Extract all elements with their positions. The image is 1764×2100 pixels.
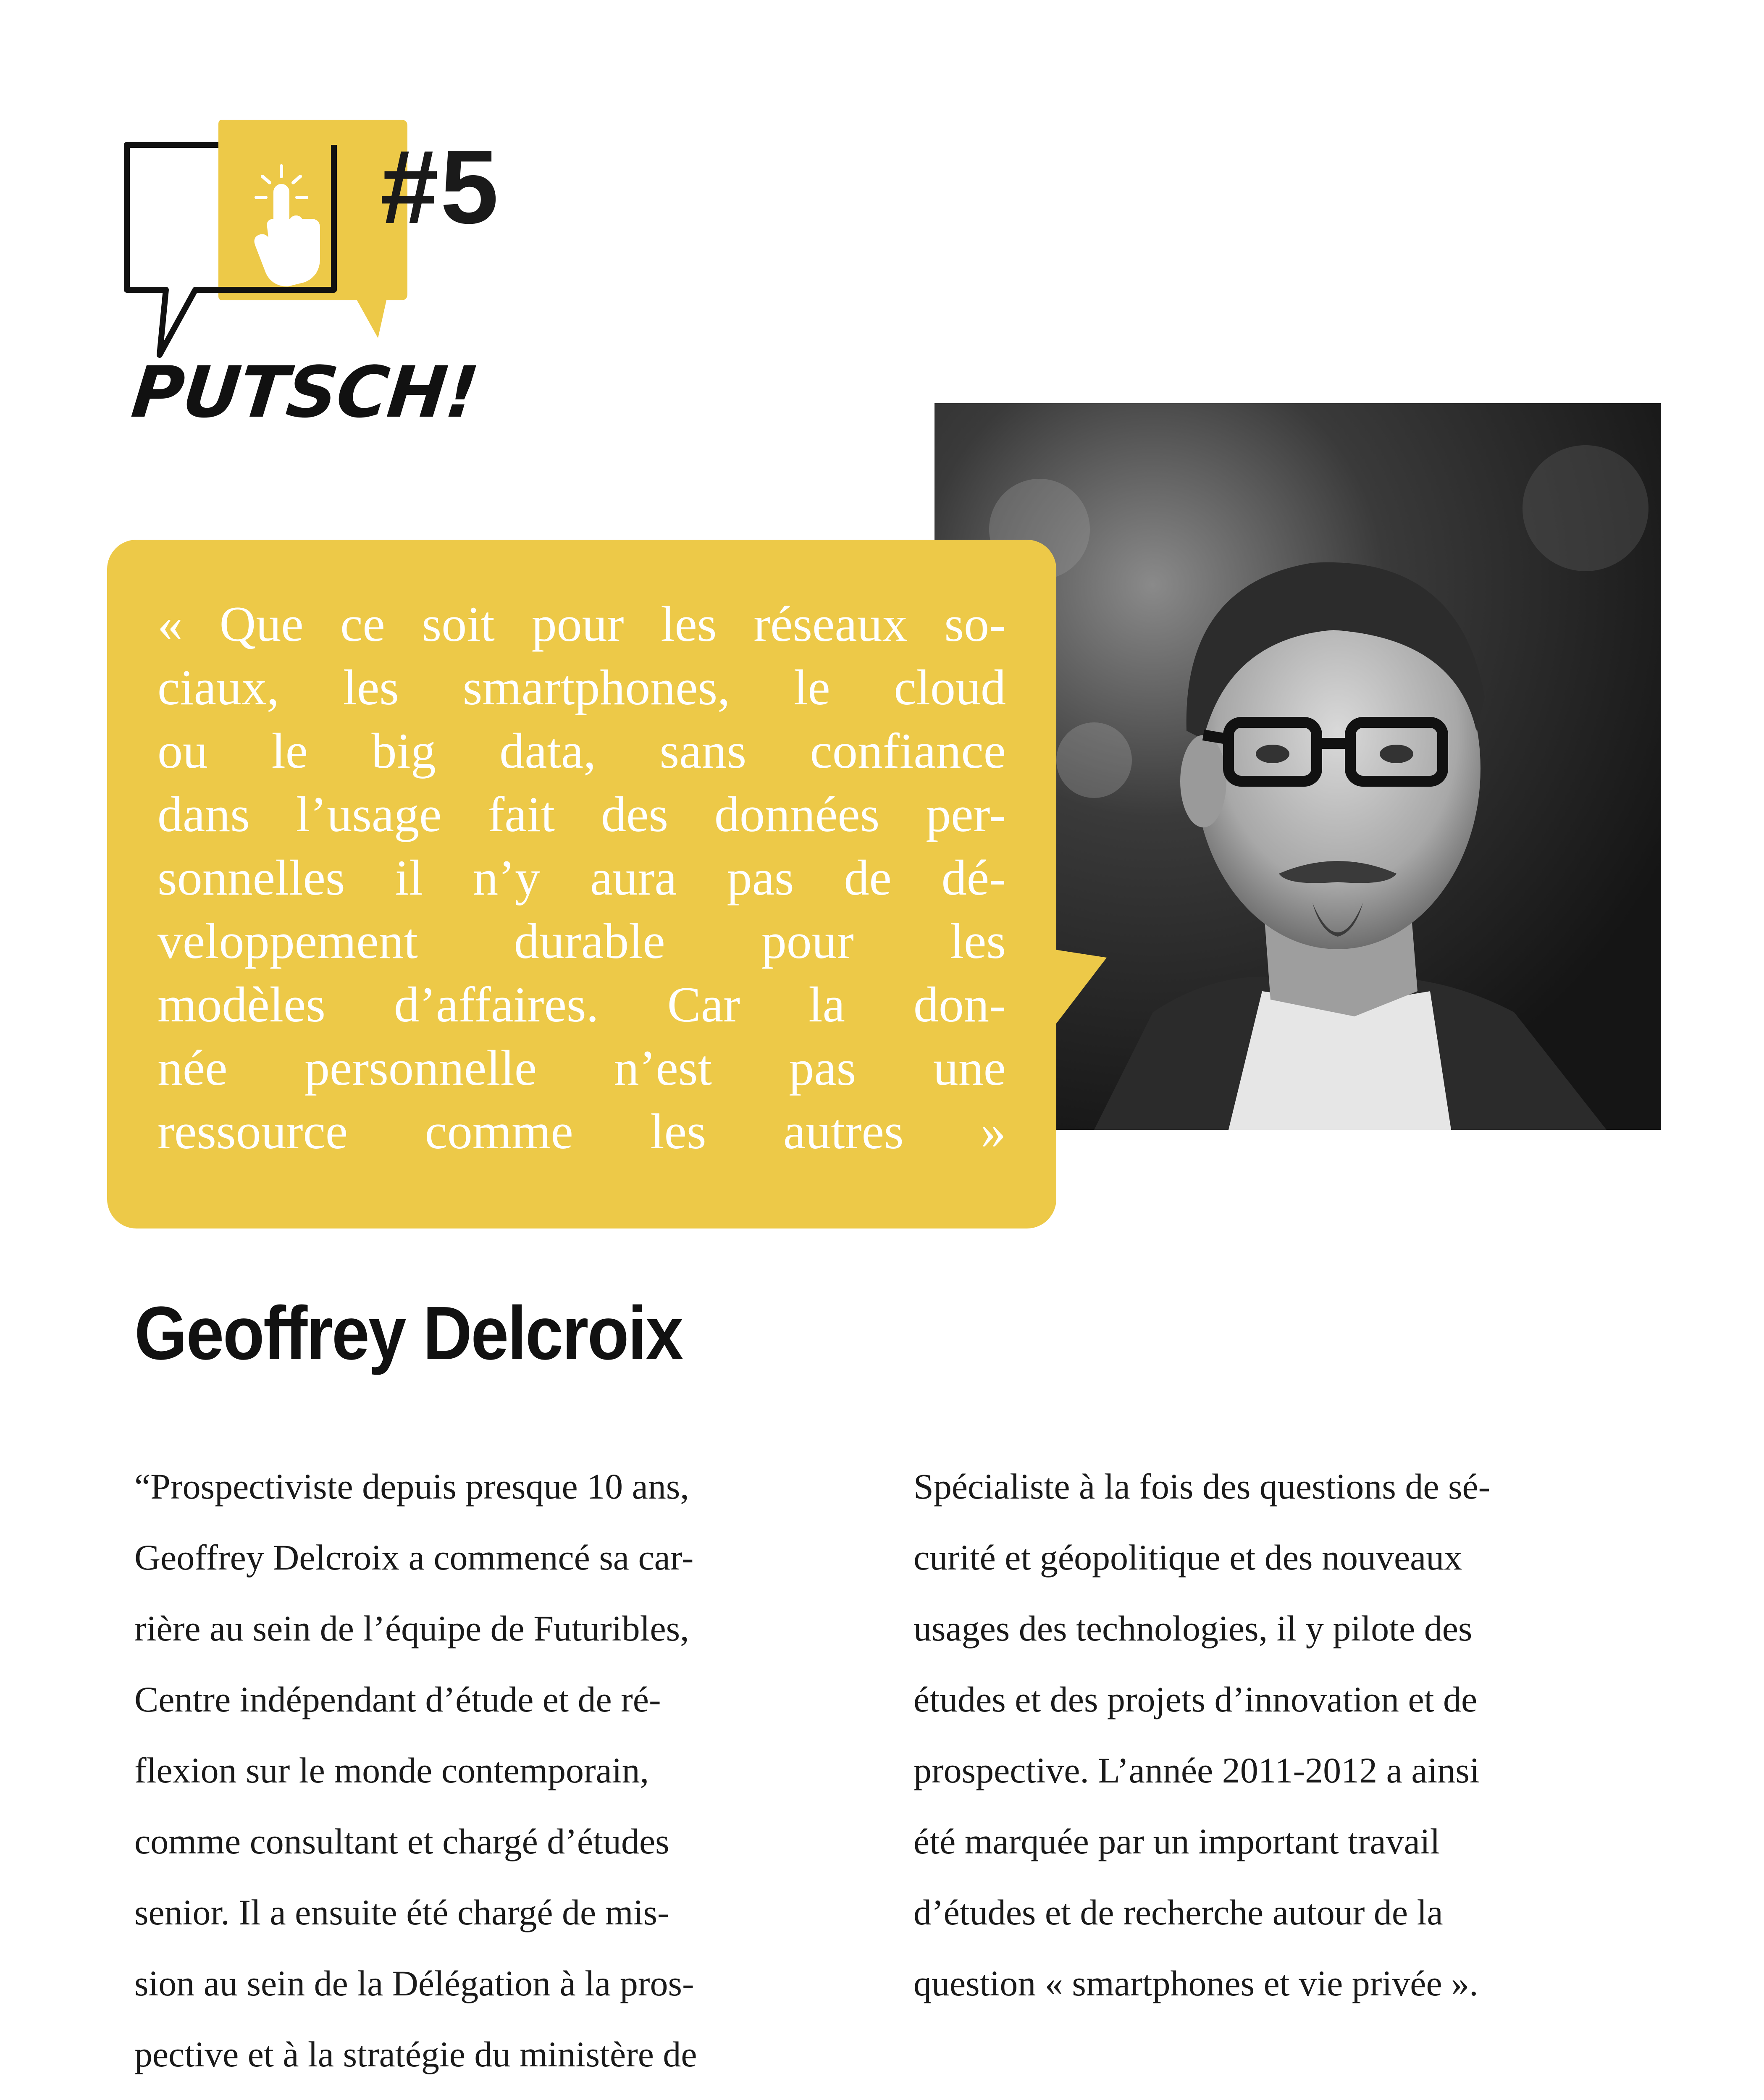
quote-line: sonnelles il n’y aura pas de dé- bbox=[158, 850, 1006, 906]
bio-line: Geoffrey Delcroix a commencé sa car- bbox=[134, 1537, 694, 1578]
bio-line: usages des technologies, il y pilote des bbox=[914, 1608, 1473, 1648]
quote-line: ou le big data, sans confiance bbox=[158, 723, 1006, 779]
bio-line: études et des projets d’innovation et de bbox=[914, 1679, 1478, 1719]
bio-line: été marquée par un important travail bbox=[914, 1821, 1440, 1861]
quote-line: modèles d’affaires. Car la don- bbox=[158, 976, 1006, 1032]
quote-line: « Que ce soit pour les réseaux so- bbox=[158, 596, 1006, 652]
bio-line: senior. Il a ensuite été chargé de mis- bbox=[134, 1892, 669, 1932]
bio-line: question « smartphones et vie privée ». bbox=[914, 1963, 1478, 2003]
bio-line: prospective. L’année 2011-2012 a ainsi bbox=[914, 1750, 1480, 1790]
bio-line: comme consultant et chargé d’études bbox=[134, 1821, 669, 1861]
bio-line: flexion sur le monde contemporain, bbox=[134, 1750, 649, 1790]
bio-column-right bbox=[914, 1451, 1644, 2019]
quote-line: ressource comme les autres » bbox=[158, 1103, 1006, 1159]
issue-number: #5 bbox=[380, 128, 501, 245]
brand-wordmark: PUTSCH! bbox=[128, 351, 482, 433]
quote-line: ciaux, les smartphones, le cloud bbox=[158, 659, 1006, 715]
bio-line: “Prospectiviste depuis presque 10 ans, bbox=[134, 1466, 689, 1507]
person-name: Geoffrey Delcroix bbox=[134, 1291, 682, 1376]
quote-line: née personnelle n’est pas une bbox=[158, 1040, 1006, 1096]
quote-bubble bbox=[107, 540, 1056, 1228]
quote-line: veloppement durable pour les bbox=[158, 913, 1006, 969]
bio-line: pective et à la stratégie du ministère de bbox=[134, 2034, 697, 2074]
bio-column-left bbox=[134, 1451, 865, 2100]
bio-line: Spécialiste à la fois des questions de sé- bbox=[914, 1466, 1491, 1507]
bio-line: sion au sein de la Délégation à la pros- bbox=[134, 1963, 694, 2003]
quote-line: dans l’usage fait des données per- bbox=[158, 786, 1006, 842]
bio-line: curité et géopolitique et des nouveaux bbox=[914, 1537, 1462, 1578]
bio-line: d’études et de recherche autour de la bbox=[914, 1892, 1443, 1932]
bio-line: rière au sein de l’équipe de Futuribles, bbox=[134, 1608, 689, 1648]
quote-bubble-tail bbox=[1052, 949, 1111, 1033]
bio-line bbox=[134, 2090, 865, 2100]
bio-line: Centre indépendant d’étude et de ré- bbox=[134, 1679, 661, 1719]
quote-text bbox=[158, 592, 1006, 1163]
